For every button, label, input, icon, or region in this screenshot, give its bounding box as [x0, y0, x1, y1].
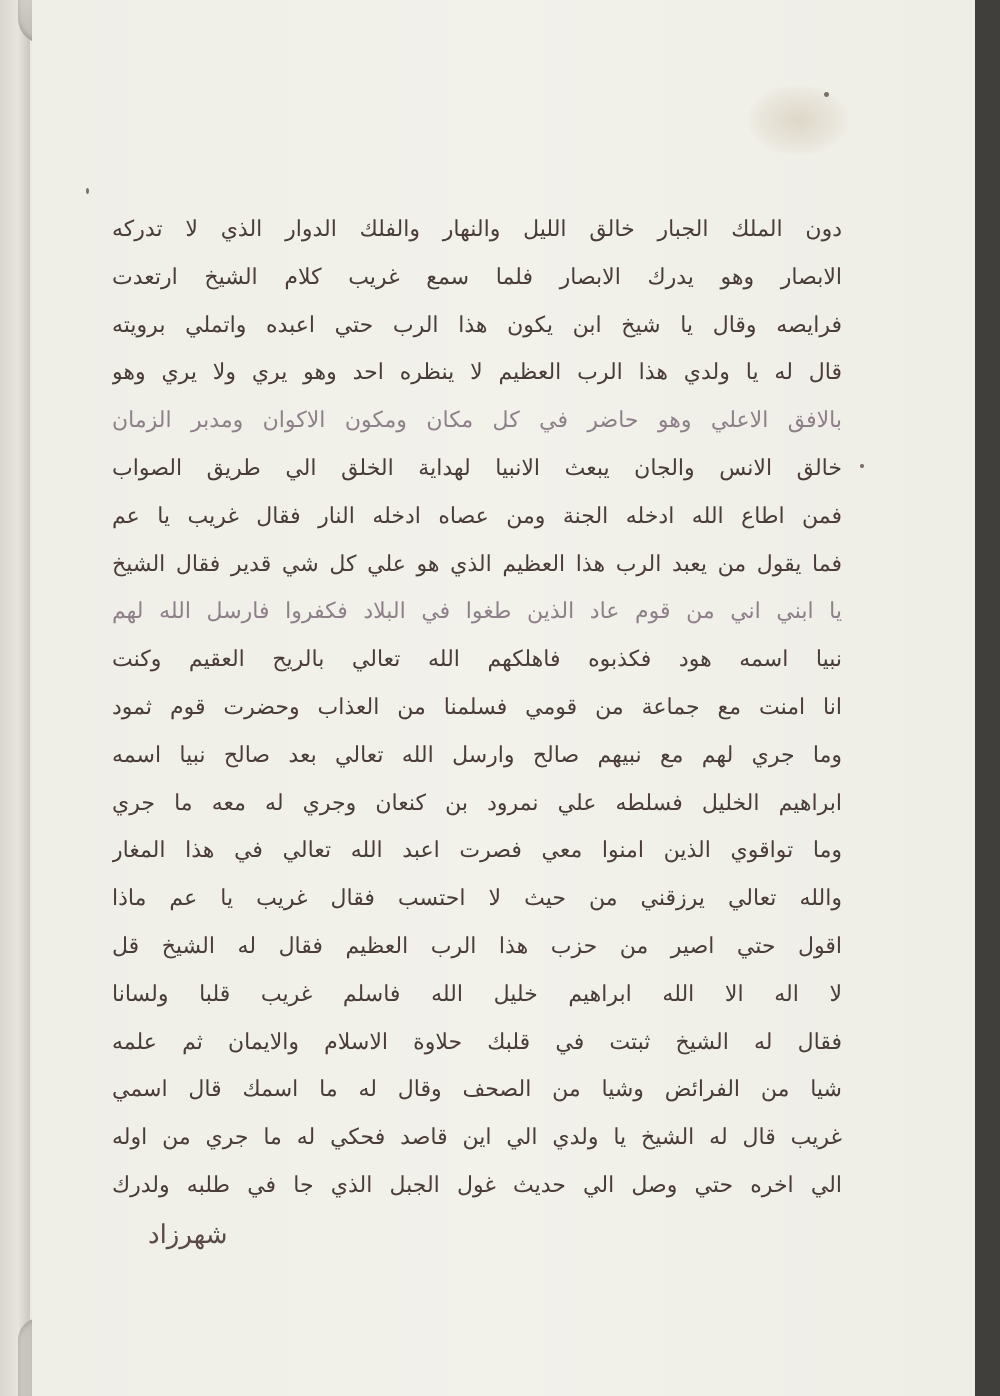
ink-speck [824, 92, 829, 97]
facing-page-edge [0, 0, 30, 1396]
text-line: شيا من الفرائض وشيا من الصحف وقال له ما اسمك قال اسمي [112, 1077, 842, 1103]
text-line: خالق الانس والجان يبعث الانبيا لهداية الخلق الي طريق الصواب [112, 455, 842, 481]
paper-stain [748, 85, 848, 155]
ink-speck [860, 464, 864, 468]
text-line: اقول حتي اصير من حزب هذا الرب العظيم فقال له الشيخ قل [112, 933, 842, 959]
ink-speck [86, 188, 89, 194]
scan-background-edge [975, 0, 1000, 1396]
catchword: شهرزاد [148, 1220, 228, 1250]
text-line: قال له يا ولدي هذا الرب العظيم لا ينظره احد وهو يري ولا يري وهو [112, 360, 842, 386]
text-line: لا اله الا الله ابراهيم خليل الله فاسلم غريب قلبا ولسانا [112, 981, 842, 1007]
text-line: يا ابني اني من قوم عاد الذين طغوا في البلاد فكفروا فارسل الله لهم [112, 599, 842, 625]
text-line: دون الملك الجبار خالق الليل والنهار والفلك الدوار الذي لا تدركه [112, 217, 842, 242]
text-line: والله تعالي يرزقني من حيث لا احتسب فقال غريب يا عم ماذا [112, 886, 842, 912]
text-line: الي اخره حتي وصل الي حديث غول الجبل الذي جا في طلبه ولدرك [112, 1172, 842, 1198]
text-line: الابصار وهو يدرك الابصار فلما سمع غريب كلام الشيخ ارتعدت [112, 264, 842, 290]
text-line: نبيا اسمه هود فكذبوه فاهلكهم الله تعالي بالريح العقيم وكنت [112, 647, 842, 673]
text-line: فمن اطاع الله ادخله الجنة ومن عصاه ادخله النار فقال غريب يا عم [112, 503, 842, 529]
text-line: فقال له الشيخ ثبتت في قلبك حلاوة الاسلام والايمان ثم علمه [112, 1029, 842, 1055]
text-line: انا امنت مع جماعة من قومي فسلمنا من العذاب وحضرت قوم ثمود [112, 694, 842, 720]
text-line: وما جري لهم مع نبيهم صالح وارسل الله تعالي بعد صالح نبيا اسمه [112, 742, 842, 768]
text-line: فما يقول من يعبد الرب هذا العظيم الذي هو علي كل شي قدير فقال الشيخ [112, 551, 842, 577]
text-line: وما تواقوي الذين امنوا معي فصرت اعبد الله تعالي في هذا المغار [112, 838, 842, 864]
manuscript-text-block [112, 206, 842, 1210]
text-line: ابراهيم الخليل فسلطه علي نمرود بن كنعان وجري له معه ما جري [112, 790, 842, 816]
text-line: فرايصه وقال يا شيخ ابن يكون هذا الرب حتي اعبده واتملي برويته [112, 312, 842, 338]
text-line: غريب قال له الشيخ يا ولدي الي اين قاصد فحكي له ما جري من اوله [112, 1125, 842, 1151]
text-line: بالافق الاعلي وهو حاضر في كل مكان ومكون الاكوان ومدبر الزمان [112, 408, 842, 434]
